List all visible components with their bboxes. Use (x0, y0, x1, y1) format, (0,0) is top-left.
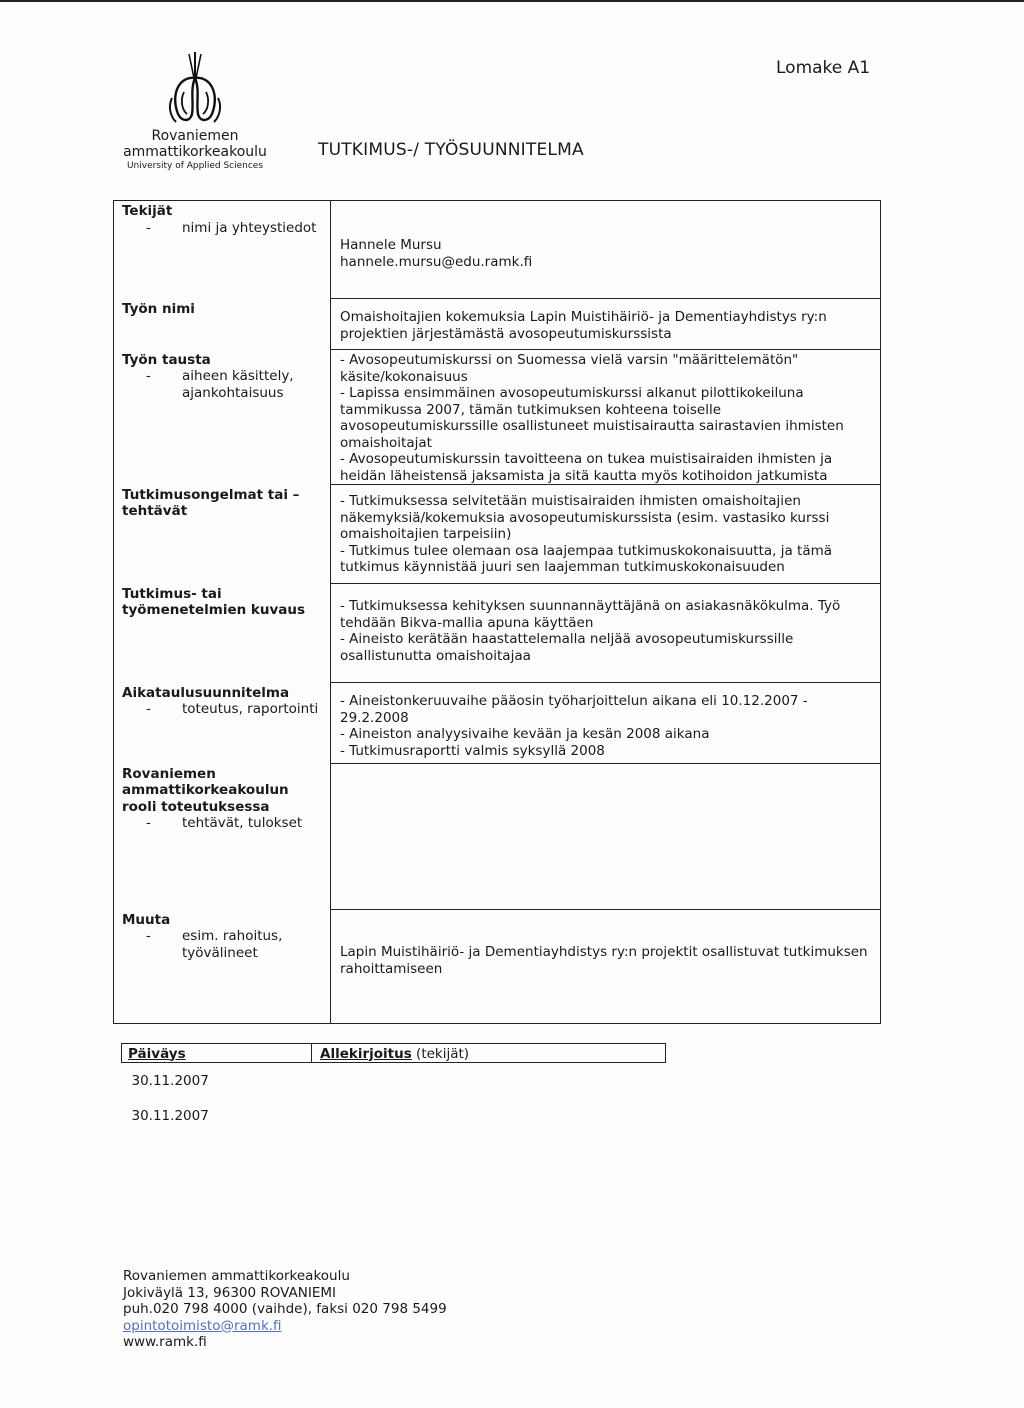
row-label-cell (114, 485, 331, 584)
list-item: - Tutkimuksessa kehityksen suunnannäyttäjänä on asiakasnäkökulma. Työ tehdään Bikva-mallia apuna käyttäen (340, 598, 841, 631)
signature-date: 30.11.2007 (131, 1073, 209, 1089)
footer-org: Rovaniemen ammattikorkeakoulu (123, 1268, 350, 1284)
row-sublabel: - esim. rahoitus, työvälineet (122, 928, 324, 961)
page-top-rule (0, 0, 1024, 2)
row-label: Työn tausta (122, 351, 211, 368)
author-email: hannele.mursu@edu.ramk.fi (340, 253, 533, 270)
document-title: TUTKIMUS-/ TYÖSUUNNITELMA (318, 140, 584, 160)
row-label: Rovaniemen ammattikorkeakoulun rooli toteutuksessa (122, 765, 289, 815)
author-name: Hannele Mursu (340, 237, 442, 253)
row-label-cell (114, 910, 331, 1024)
row-label-cell (114, 584, 331, 683)
signature-header-bold: Allekirjoitus (320, 1045, 412, 1062)
row-label: Tutkimus- tai työmenetelmien kuvaus (122, 585, 306, 618)
row-label-cell (114, 201, 331, 299)
footer-address: Jokiväylä 13, 96300 ROVANIEMI (123, 1284, 336, 1301)
footer-email-link[interactable]: opintotoimisto@ramk.fi (123, 1317, 282, 1334)
row-label: Tekijät (122, 203, 173, 219)
row-label: Työn nimi (122, 300, 195, 317)
table-row (122, 1098, 666, 1133)
footer-contact (123, 1268, 447, 1351)
row-label: Muuta (122, 911, 171, 928)
row-value-cell (331, 485, 881, 584)
org-name-line3: University of Applied Sciences (126, 161, 264, 171)
row-value-cell (331, 683, 881, 764)
row-value-cell (331, 910, 881, 1024)
list-item: - Aineisto kerätään haastattelemalla neljää avosopeutumiskurssille osallistunutta omaishoitajaa (340, 631, 794, 664)
table-row (122, 1063, 666, 1099)
row-label: Aikataulusuunnitelma (122, 684, 290, 701)
date-header: Päiväys (122, 1044, 312, 1063)
list-item: - Tutkimusraportti valmis syksyllä 2008 (340, 742, 605, 759)
table-row (114, 910, 881, 1024)
org-logo (120, 48, 270, 172)
row-value-cell (331, 764, 881, 910)
row-label-cell (114, 299, 331, 350)
table-row (114, 485, 881, 584)
signature-space (312, 1063, 666, 1099)
list-item: - Tutkimus tulee olemaan osa laajempaa tutkimuskokonaisuutta, ja tämä tutkimus käynnistää juuri sen laajemman tutkimuskokonaisuuden (340, 542, 833, 575)
footer-phone: puh.020 798 4000 (vaihde), faksi 020 798 5499 (123, 1301, 447, 1317)
table-row (114, 201, 881, 299)
signature-table (121, 1043, 666, 1133)
org-name-line2: ammattikorkeakoulu (123, 144, 267, 160)
table-row (114, 299, 881, 350)
list-item: - Aineistonkeruuvaihe pääosin työharjoittelun aikana eli 10.12.2007 - 29.2.2008 (340, 693, 808, 726)
signature-date: 30.11.2007 (131, 1108, 209, 1124)
list-item: - Aineiston analyysivaihe kevään ja kesän 2008 aikana (340, 726, 710, 742)
row-sublabel: - nimi ja yhteystiedot (122, 220, 324, 237)
row-value-cell (331, 299, 881, 350)
row-value-cell (331, 201, 881, 299)
form-id: Lomake A1 (776, 58, 871, 78)
list-item: - Avosopeutumiskurssin tavoitteena on tukea muistisairaiden ihmisten ja heidän läheistensä jaksamista ja sitä kautta myös kotihoidon jatkumista (340, 451, 833, 484)
work-title: Omaishoitajien kokemuksia Lapin Muistihäiriö- ja Dementiayhdistys ry:n projektien järjestämästä avosopeutumiskurssista (340, 309, 827, 342)
org-name-line1: Rovaniemen (151, 128, 239, 144)
signature-header (312, 1044, 666, 1063)
row-sublabel: - tehtävät, tulokset (122, 815, 324, 832)
list-item: - Lapissa ensimmäinen avosopeutumiskurssi alkanut pilottikokeiluna tammikussa 2007, tämän tutkimuksen kohteena toiselle avosopeutumiskurssille osallistuneet muistisairautta sairastavien ihmisten omaishoitajat (340, 385, 844, 451)
row-value-cell (331, 584, 881, 683)
row-label-cell (114, 350, 331, 485)
row-label-cell (114, 764, 331, 910)
row-label-cell (114, 683, 331, 764)
table-row (114, 350, 881, 485)
table-row (114, 584, 881, 683)
row-label: Tutkimusongelmat tai – tehtävät (122, 486, 300, 519)
list-item: - Tutkimuksessa selvitetään muistisairaiden ihmisten omaishoitajien näkemyksiä/kokemuksia avosopeutumiskurssista (esim. vastasiko kurssi omaishoitajien tarpeisiin) (340, 493, 830, 542)
signature-space (312, 1098, 666, 1133)
list-item: - Avosopeutumiskurssi on Suomessa vielä varsin "määrittelemätön" käsite/kokonaisuus (340, 352, 799, 385)
funding-note: Lapin Muistihäiriö- ja Dementiayhdistys ry:n projektit osallistuvat tutkimuksen rahoittamiseen (340, 944, 868, 977)
table-row (114, 764, 881, 910)
table-row (122, 1044, 666, 1063)
table-row (114, 683, 881, 764)
logo-icon (160, 48, 230, 128)
row-value-cell (331, 350, 881, 485)
plan-table (113, 200, 881, 1024)
signature-header-rest: (tekijät) (411, 1045, 470, 1062)
row-sublabel: - toteutus, raportointi (122, 701, 324, 718)
footer-web[interactable]: www.ramk.fi (123, 1334, 207, 1350)
row-sublabel: - aiheen käsittely, ajankohtaisuus (122, 368, 324, 401)
